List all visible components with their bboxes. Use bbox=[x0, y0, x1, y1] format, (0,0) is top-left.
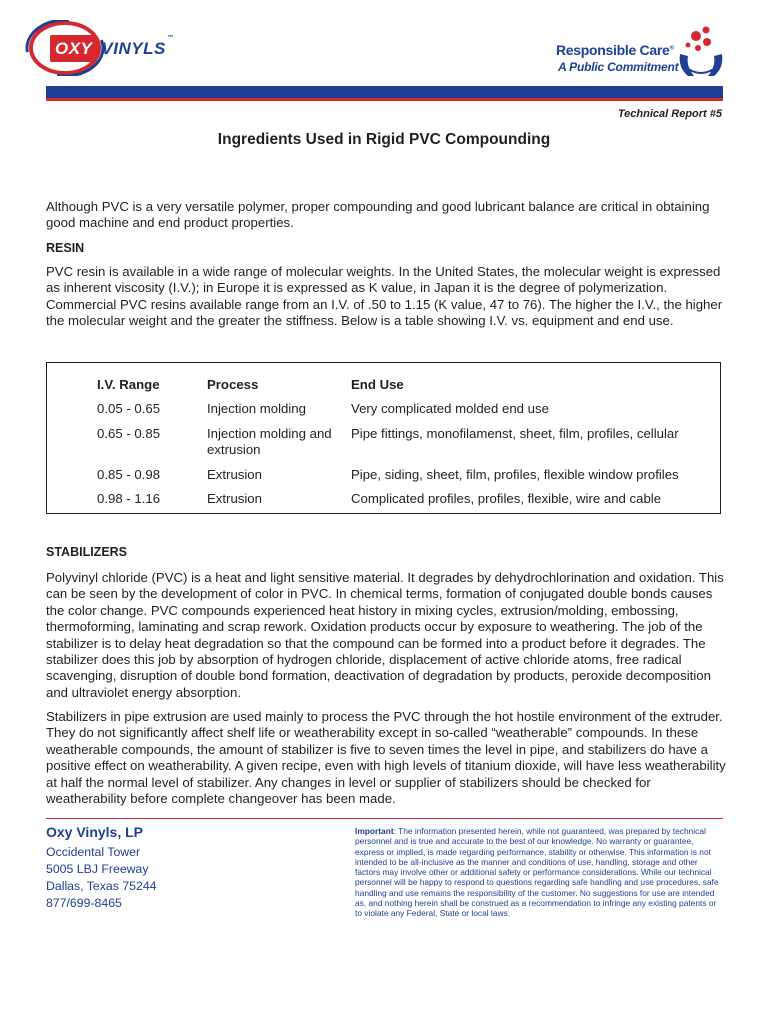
logo-trademark: ™ bbox=[167, 35, 174, 41]
phone-number: 877/699-8465 bbox=[46, 896, 122, 910]
stabilizers-paragraph-2: Stabilizers in pipe extrusion are used mainly to process the PVC through the hot hostile environment of the extruder. They do not significantly affect shelf life or weatherability except in so-called “weatherable” compounds. In these weatherable compounds, the amount of stabilizer is five to seven times the level in pipe, and stabilizers do have a positive effect on weatherability. A given recipe, even with high levels of titanium dioxide, will have less weatherability at half the normal level of stabilizer. Any changes in level or supplier of stabilizers should be checked for weatherability before complete changeover has been made. bbox=[46, 709, 726, 807]
resin-heading: RESIN bbox=[46, 241, 85, 255]
table-header-process: Process bbox=[207, 377, 259, 392]
responsible-care-logo bbox=[556, 40, 726, 82]
table-cell: 0.98 - 1.16 bbox=[97, 491, 161, 506]
table-cell: Injection molding and extrusion bbox=[207, 426, 332, 457]
table-cell: Extrusion bbox=[207, 467, 262, 482]
stabilizers-paragraph-1: Polyvinyl chloride (PVC) is a heat and light sensitive material. It degrades by dehydrochlorination and oxidation. This can be seen by the development of color in PVC. In chemical terms, formation of conjugated double bonds causes the color change. PVC compounds experienced heat history in mixing cycles, extrusion/molding, embossing, thermoforming, laminating and scrap rework. Oxidation products occur by exposure to weathering. The job of the stabilizer is to delay heat degradation so that the compound can be formed into a product before it degrades. The stabilizer does this job by absorption of hydrogen chloride, displacement of active chloride atoms, free radical scavenging, disruption of double bond formation, deactivation of degradation by products, peroxide decomposition and ultraviolet energy absorption. bbox=[46, 570, 724, 700]
rc-subtitle: A Public Commitment bbox=[558, 60, 679, 74]
company-name: Oxy Vinyls, LP bbox=[46, 824, 144, 840]
table-header-iv: I.V. Range bbox=[97, 377, 160, 392]
rc-title: Responsible Care bbox=[556, 42, 670, 58]
header-band-blue bbox=[46, 86, 723, 98]
table-cell: Pipe fittings, monofilamenst, sheet, film, profiles, cellular bbox=[351, 426, 679, 441]
logo-vinyls-text: VINYLS bbox=[101, 38, 166, 58]
resin-paragraph: PVC resin is available in a wide range of molecular weights. In the United States, the molecular weight is expressed as inherent viscosity (I.V.); in Europe it is expressed as K value, in Japan it is the degree of polymerization. Commercial PVC resins available range from an I.V. of .50 to 1.15 (K value, 47 to 76). The higher the I.V., the higher the molecular weight and the greater the stiffness. Below is a table showing I.V. vs. equipment and end use. bbox=[46, 264, 723, 329]
table-cell: 0.05 - 0.65 bbox=[97, 401, 161, 416]
address-line: Occidental Tower bbox=[46, 845, 141, 859]
header-band-red bbox=[46, 98, 723, 101]
iv-table bbox=[46, 362, 721, 514]
table-header-end-use: End Use bbox=[351, 377, 404, 392]
table-cell: 0.85 - 0.98 bbox=[97, 467, 161, 482]
report-label: Technical Report #5 bbox=[617, 108, 722, 120]
rc-registered: ® bbox=[669, 45, 674, 52]
table-cell: Very complicated molded end use bbox=[351, 401, 549, 416]
table-cell: Extrusion bbox=[207, 491, 262, 506]
address-line: 5005 LBJ Freeway bbox=[46, 862, 149, 876]
table-cell: Complicated profiles, profiles, flexible, wire and cable bbox=[351, 491, 662, 506]
important-text: : The information presented herein, while not guaranteed, was prepared by technical personnel and is true and accurate to the best of our knowledge. No warranty or guarantee, express or implied, is made regarding performance, stability or otherwise. This information is not intended to be all-inclusive as the manner and conditions of use, handling, storage and other factors may involve other or additional safety or performance considerations. While our technical personnel will be happy to respond to questions regarding safe handling and use procedures, safe handling and use remains the responsibility of the customer. No suggestions for use are intended as, and nothing herein shall be construed as a recommendation to infringe any existing patents or to violate any Federal, State or local laws. bbox=[355, 826, 719, 919]
address-line: Dallas, Texas 75244 bbox=[46, 879, 157, 893]
table-cell: Pipe, siding, sheet, film, profiles, flexible window profiles bbox=[351, 467, 679, 482]
table-cell: Injection molding bbox=[207, 401, 306, 416]
hands-molecule-icon bbox=[674, 22, 728, 84]
logo-oxy-text: OXY bbox=[50, 35, 97, 62]
footer-rule bbox=[46, 818, 723, 819]
important-label: Important bbox=[355, 826, 394, 836]
document-title: Ingredients Used in Rigid PVC Compounding bbox=[217, 131, 551, 148]
stabilizers-heading: STABILIZERS bbox=[46, 545, 128, 559]
intro-paragraph: Although PVC is a very versatile polymer, proper compounding and good lubricant balance are critical in obtaining good machine and end product properties. bbox=[46, 199, 710, 231]
oxyvinyls-logo bbox=[16, 20, 216, 80]
table-cell: 0.65 - 0.85 bbox=[97, 426, 161, 441]
important-disclaimer bbox=[355, 826, 725, 919]
